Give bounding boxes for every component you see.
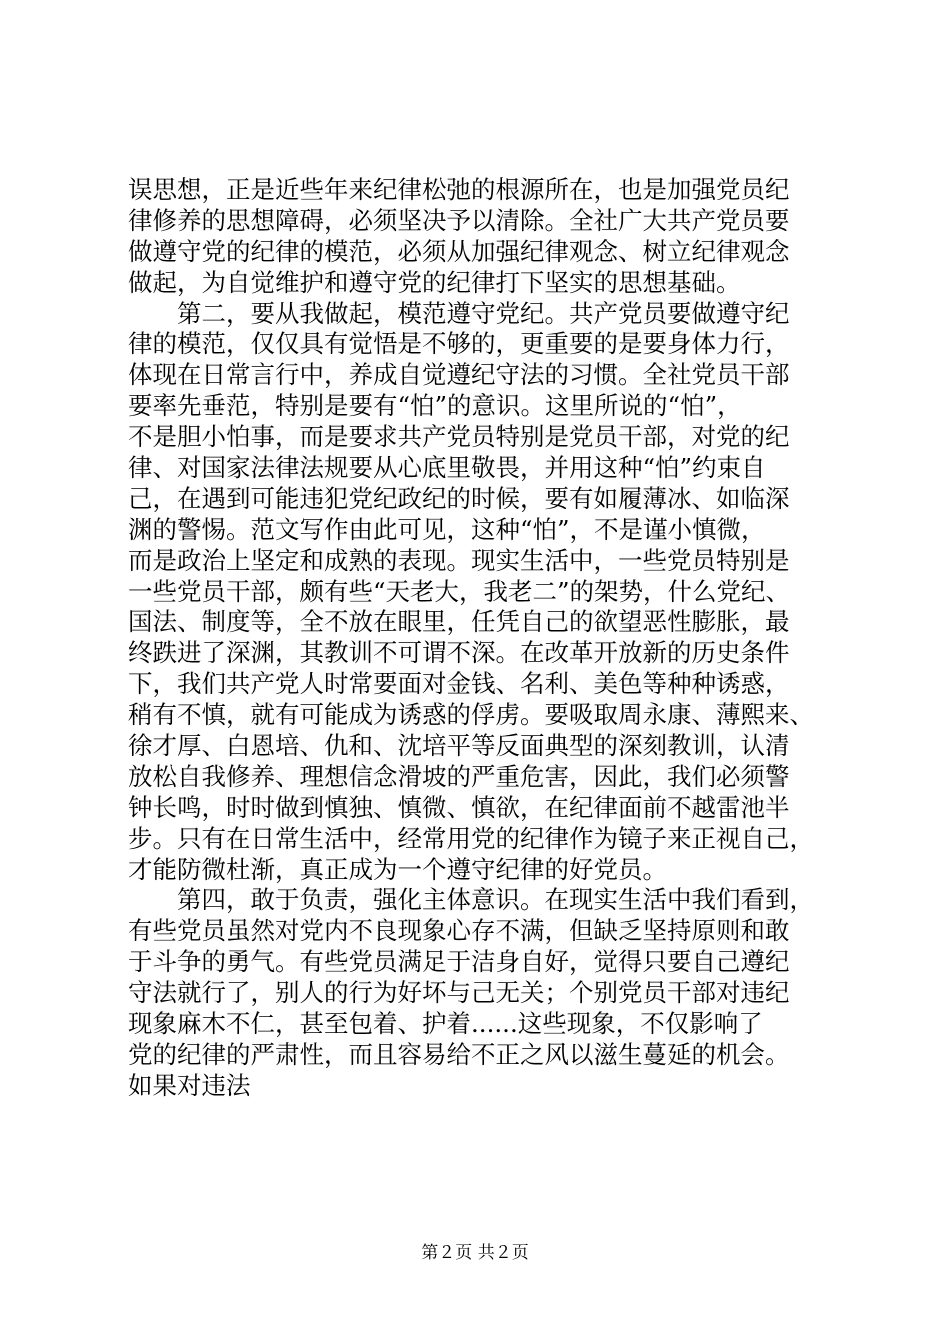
text-line: 守法就行了，别人的行为好坏与己无关；个别党员干部对违纪 [128,978,790,1008]
page-footer: 第２页 共２页 [421,1243,529,1263]
text-line: 误思想，正是近些年来纪律松弛的根源所在，也是加强党员纪 [128,175,790,204]
text-line: 徐才厚、白恩培、仇和、沈培平等反面典型的深刻教训，认清 [128,731,790,761]
text-line: 而是政治上坚定和成熟的表现。现实生活中，一些党员特别是 [128,545,790,575]
text-line: 如果对违法 [128,1070,251,1100]
text-line: 第二，要从我做起，模范遵守党纪。共产党员要做遵守纪 [128,298,790,328]
text-line: 要率先垂范，特别是要有“怕”的意识。这里所说的“怕”， [128,391,742,421]
text-line: 钟长鸣，时时做到慎独、慎微、慎欲，在纪律面前不越雷池半 [128,792,790,822]
text-line: 有些党员虽然对党内不良现象心存不满，但缺乏坚持原则和敢 [128,916,790,946]
text-line: 终跌进了深渊，其教训不可谓不深。在改革开放新的历史条件 [128,638,790,668]
text-line: 第四，敢于负责，强化主体意识。在现实生活中我们看到， [128,885,814,915]
text-line: 步。只有在日常生活中，经常用党的纪律作为镜子来正视自己， [128,823,814,853]
text-line: 律修养的思想障碍，必须坚决予以清除。全社广大共产党员要 [128,205,790,235]
text-line: 不是胆小怕事，而是要求共产党员特别是党员干部，对党的纪 [128,422,790,452]
text-line: 才能防微杜渐，真正成为一个遵守纪律的好党员。 [128,854,667,884]
text-line: 现象麻木不仁，甚至包着、护着......这些现象，不仅影响了 [128,1009,763,1039]
text-line: 稍有不慎，就有可能成为诱惑的俘虏。要吸取周永康、薄熙来、 [128,700,814,730]
text-line: 渊的警惕。范文写作由此可见，这种“怕”，不是谨小慎微， [128,514,766,544]
text-line: 下，我们共产党人时常要面对金钱、名利、美色等种种诱惑， [128,669,790,699]
text-line: 国法、制度等，全不放在眼里，任凭自己的欲望恶性膨胀，最 [128,607,790,637]
text-line: 体现在日常言行中，养成自觉遵纪守法的习惯。全社党员干部 [128,360,790,390]
text-line: 做起，为自觉维护和遵守党的纪律打下坚实的思想基础。 [128,267,741,297]
text-line: 律的模范，仅仅具有觉悟是不够的，更重要的是要身体力行， [128,329,790,359]
text-line: 于斗争的勇气。有些党员满足于洁身自好，觉得只要自己遵纪 [128,947,790,977]
text-line: 一些党员干部，颇有些“天老大，我老二”的架势，什么党纪、 [128,576,791,606]
text-line: 放松自我修养、理想信念滑坡的严重危害，因此，我们必须警 [128,761,790,791]
text-line: 律、对国家法律法规要从心底里敬畏，并用这种“怕”约束自 [128,453,766,483]
text-line: 党的纪律的严肃性，而且容易给不正之风以滋生蔓延的机会。 [128,1039,790,1069]
text-line: 己，在遇到可能违犯党纪政纪的时候，要有如履薄冰、如临深 [128,483,790,513]
text-line: 做遵守党的纪律的模范，必须从加强纪律观念、树立纪律观念 [128,236,790,266]
body-text [128,175,828,1102]
